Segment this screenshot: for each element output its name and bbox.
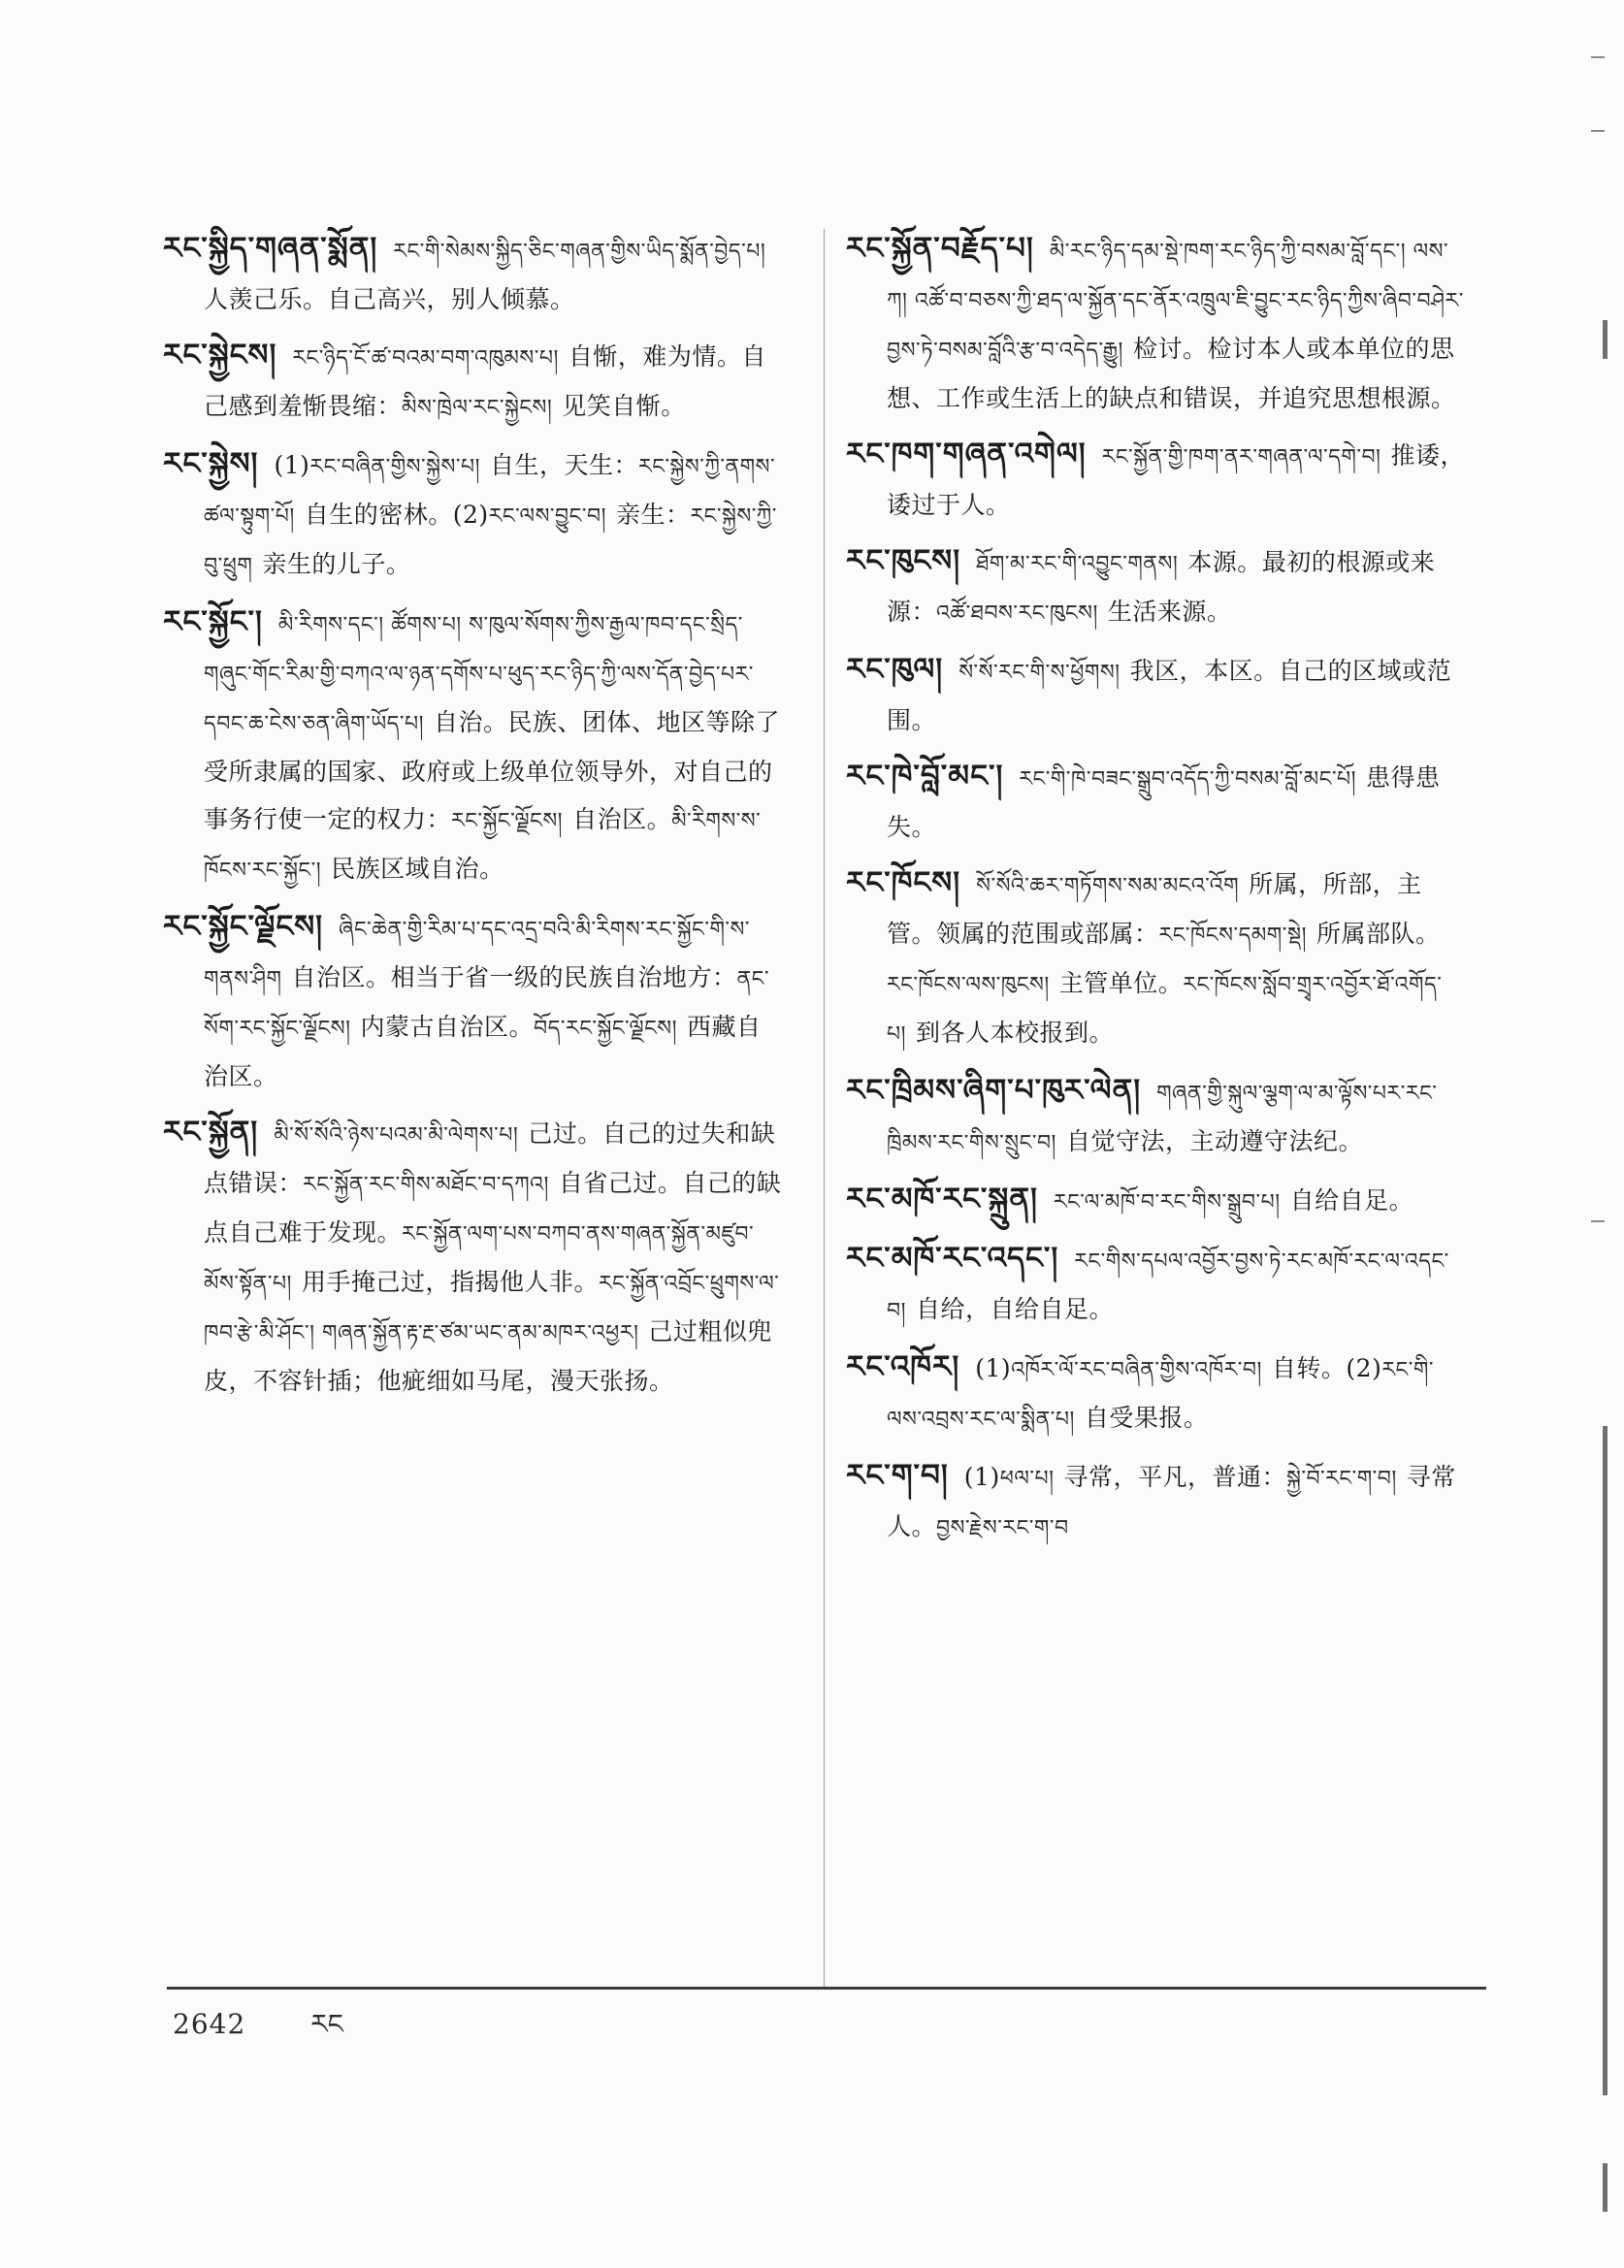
chinese-gloss: 我区，本区。自己的区域或范围。 (887, 657, 1452, 734)
tibetan-text: སྐྱེ་བོ་རང་ག་བ། (1285, 1467, 1397, 1491)
chinese-gloss: 自惭，难为情。自己感到羞惭畏缩： (204, 342, 766, 420)
chinese-gloss: 自治。民族、团体、地区等除了受所隶属的国家、政府或上级单位领导外，对自己的事务行使一定的权力： (204, 708, 781, 833)
tibetan-text: སོ་སོ་རང་གི་ས་ཕྱོགས། (958, 661, 1121, 685)
chinese-gloss: 亲生的儿子。 (262, 550, 411, 578)
tibetan-text: མི་རང་ཉིད་དམ་སྡེ་ཁག་རང་ཉིད་ཀྱི་བསམ་བློ་དང་། ལས་ཀ། འཚོ་བ་བཅས་ཀྱི་ཐད་ལ་སྐྱོན་དང་ནོར་འཁྲུལ་ཇི་བྱུང་རང་ཉིད་ཀྱིས་ཞིབ་བཤེར་བྱས་ཏེ་བསམ་བློའི་རྩ་བ་འདེད་རྒྱུ། (887, 240, 1464, 363)
tibetan-text: ཐོག་མ་རང་གི་འབྱུང་གནས། (976, 552, 1179, 576)
entry-headword: རང་ཁེ་བློ་མང་། (846, 759, 1004, 794)
chinese-gloss: 推诿，诿过于人。 (887, 441, 1465, 519)
chinese-gloss: 己过粗似兜皮，不容针插；他疵细如马尾，漫天张扬。 (204, 1317, 772, 1395)
chinese-gloss: 内蒙古自治区。 (360, 1013, 535, 1041)
tibetan-text: རང་ཁོངས་ལས་ཁུངས། (887, 973, 1050, 997)
chinese-gloss: 自给自足。 (1289, 1186, 1414, 1215)
dictionary-entry (846, 1452, 1467, 1552)
right-column (846, 225, 1467, 1561)
chinese-gloss: 自转。(2) (1271, 1354, 1382, 1382)
chinese-gloss: (1) (963, 1463, 1000, 1491)
chinese-gloss: 己过。自己的过失和缺点错误： (204, 1119, 776, 1197)
entry-headword: རང་ཁག་གཞན་འགེལ། (846, 437, 1087, 471)
chinese-gloss: 自治区。相当于省一级的民族自治地方： (291, 963, 737, 991)
chinese-gloss: 所属，所部，主管。领属的范围或部属： (887, 870, 1422, 948)
tibetan-text: འཚོ་ཐབས་རང་ཁུངས། (936, 601, 1098, 626)
running-head: རང (310, 2008, 343, 2040)
chinese-gloss: 到各人本校报到。 (916, 1019, 1115, 1047)
tibetan-text: རང་ལས་བྱུང་བ། (488, 504, 606, 529)
chinese-gloss: (1) (975, 1354, 1012, 1382)
chinese-gloss: 见笑自惭。 (562, 392, 686, 420)
tibetan-text: རང་ཁོངས་དམག་སྡེ། (1158, 923, 1307, 948)
tibetan-text: བྱས་རྗེས་རང་ག་བ (936, 1516, 1069, 1540)
tibetan-text: རང་སྐྱོན་འབྲོང་ཕྲུགས་ལ་ཁབ་རྩེ་མི་ཤོང་། གཞན་སྐྱོན་རྟ་རྔ་ཙམ་ཡང་ནམ་མཁར་འཕྱར། (204, 1272, 780, 1345)
entry-headword: རང་ཁོངས། (846, 865, 961, 900)
tibetan-text: འཁོར་ལོ་རང་བཞིན་གྱིས་འཁོར་བ། (1011, 1358, 1262, 1382)
tibetan-text: ཕལ་པ། (999, 1467, 1055, 1491)
column-divider (824, 229, 825, 1987)
tibetan-text: རང་སྐྱོན་རང་གིས་མཐོང་བ་དཀའ། (303, 1173, 549, 1197)
chinese-gloss: 西藏自治区。 (204, 1013, 762, 1090)
dictionary-entry (163, 225, 784, 323)
entry-headword: རང་སྐྱེངས། (163, 338, 277, 373)
tibetan-text: རང་གི་ལས་འབྲས་རང་ལ་སྨིན་པ། (887, 1358, 1434, 1432)
scan-edge-mark (1603, 2163, 1608, 2212)
dictionary-entry (163, 599, 784, 894)
entry-headword: རང་ཁུལ། (846, 652, 944, 687)
tibetan-text: བོད་རང་སྐྱོང་ལྗོངས། (534, 1017, 678, 1041)
left-column (163, 225, 784, 1413)
dictionary-entry (846, 225, 1467, 422)
entry-headword: རང་སྐྱོང་ལྗོངས། (163, 909, 324, 944)
scan-tick (1591, 130, 1605, 132)
tibetan-text: མི་རིགས་དང་། ཚོགས་པ། ས་ཁུལ་སོགས་ཀྱིས་རྒྱལ་ཁབ་དང་སྲིད་གཞུང་གོང་རིམ་གྱི་བཀའ་ལ་ཉན་དགོས་པ་ཕུད་རང་ཉིད་ཀྱི་ལས་དོན་བྱེད་པར་དབང་ཆ་ངེས་ཅན་ཞིག་ཡོད་པ། (204, 613, 754, 736)
footer-rule (167, 1987, 1486, 1990)
tibetan-text: རང་གི་ཁེ་བཟང་སྒྲུབ་འདོད་ཀྱི་བསམ་བློ་མང་པོ། (1019, 767, 1357, 792)
dictionary-entry (163, 903, 784, 1100)
scan-edge-mark (1603, 320, 1608, 359)
chinese-gloss: 民族区域自治。 (331, 855, 504, 883)
tibetan-text: རང་སྐྱོན་གྱི་ཁག་ནར་གཞན་ལ་དགེ་བ། (1101, 445, 1381, 470)
entry-headword: རང་མཁོ་རང་སྐྲུན། (846, 1182, 1038, 1216)
chinese-gloss: 主管单位。 (1058, 969, 1184, 997)
tibetan-text: གཞན་གྱི་སྐུལ་ལྕག་ལ་མ་ལྟོས་པར་རང་ཁྲིམས་རང་གིས་སྲུང་བ། (887, 1082, 1438, 1155)
tibetan-text: རང་ལ་མཁོ་བ་རང་གིས་སྒྲུབ་པ། (1053, 1190, 1281, 1215)
chinese-gloss: 自生的密林。(2) (304, 501, 489, 529)
tibetan-text: མི་རིགས་ས་ཁོངས་རང་སྐྱོང་། (204, 809, 762, 883)
entry-headword: རང་འཁོར། (846, 1349, 960, 1384)
dictionary-entry (846, 859, 1467, 1058)
chinese-gloss: 用手掩己过，指揭他人非。 (301, 1268, 599, 1296)
scan-edge-strip (1603, 1426, 1608, 2095)
tibetan-text: ཞིང་ཆེན་གྱི་རིམ་པ་དང་འདྲ་བའི་མི་རིགས་རང་སྐྱོང་གི་ས་གནས་ཤིག (204, 918, 751, 991)
tibetan-text: རང་ཁོངས་སློབ་གྲྭར་འབྱོར་ཐོ་འགོད་པ། (887, 973, 1443, 1047)
chinese-gloss: 检讨。检讨本人或本单位的思想、工作或生活上的缺点和错误，并追究思想根源。 (887, 335, 1456, 412)
chinese-gloss: 自受果报。 (1084, 1404, 1209, 1432)
chinese-gloss: 寻常，平凡，普通： (1063, 1463, 1286, 1491)
chinese-gloss: (1) (274, 451, 310, 479)
tibetan-text: ནང་སོག་རང་སྐྱོང་ལྗོངས། (204, 967, 769, 1041)
dictionary-entry (846, 431, 1467, 529)
entry-headword: རང་སྐྱོང་། (163, 604, 263, 639)
chinese-gloss: 人羡己乐。自己高兴，别人倾慕。 (204, 285, 575, 313)
chinese-gloss: 寻常人。 (887, 1463, 1456, 1540)
page-footer (173, 2000, 343, 2049)
chinese-gloss: 自觉守法，主动遵守法纪。 (1065, 1127, 1363, 1155)
dictionary-entry (846, 1176, 1467, 1226)
chinese-gloss: 生活来源。 (1107, 598, 1232, 626)
entry-headword: རང་ཁུངས། (846, 543, 961, 578)
entry-headword: རང་སྐྱོན་བརྗོད་པ། (846, 231, 1034, 266)
dictionary-entry (163, 440, 784, 590)
dictionary-entry (846, 1067, 1467, 1167)
chinese-gloss: 自省己过。自己的缺点自己难于发现。 (204, 1169, 782, 1247)
tibetan-text: རང་སྐྱེས་ཀྱི་ནགས་ཚལ་སྟུག་པོ། (204, 455, 776, 529)
tibetan-text: རང་གི་སེམས་སྐྱིད་ཅིང་གཞན་གྱིས་ཡིད་སྨོན་བྱེད་པ། (393, 240, 766, 264)
dictionary-entry (163, 1109, 784, 1405)
chinese-gloss: 自生，天生： (489, 451, 638, 479)
entry-headword: རང་སྐྱིད་གཞན་སྨོན། (163, 231, 378, 266)
tibetan-text: རང་སྐྱོང་ལྗོངས། (451, 809, 564, 833)
entry-headword: རང་མཁོ་རང་འདང་། (846, 1241, 1059, 1276)
scan-tick (1591, 1220, 1605, 1222)
chinese-gloss: 自给，自给自足。 (916, 1295, 1115, 1323)
dictionary-entry (846, 646, 1467, 744)
tibetan-text: རང་བཞིན་གྱིས་སྐྱེས་པ། (309, 455, 480, 479)
tibetan-text: རང་ཉིད་ངོ་ཚ་བའམ་བག་འཁུམས་པ། (292, 346, 559, 371)
tibetan-text: རང་སྐྱེས་ཀྱི་བུ་ཕྲུག (204, 504, 777, 578)
page-number: 2642 (173, 2008, 246, 2040)
chinese-gloss: 本源。最初的根源或来源： (887, 548, 1436, 626)
chinese-gloss: 亲生： (615, 501, 691, 529)
chinese-gloss: 自治区。 (572, 805, 672, 833)
dictionary-entry (846, 1344, 1467, 1443)
entry-headword: རང་སྐྱོན། (163, 1115, 259, 1150)
entry-headword: རང་ཁྲིམས་ཞིག་པ་ཁུར་ལེན། (846, 1073, 1142, 1108)
chinese-gloss: 患得患失。 (887, 763, 1441, 841)
entry-headword: རང་ག་བ། (846, 1458, 949, 1493)
dictionary-entry (846, 1235, 1467, 1335)
chinese-gloss: 所属部队。 (1315, 920, 1441, 948)
tibetan-text: རང་སྐྱོན་ལག་པས་བཀབ་ནས་གཞན་སྐྱོན་མཛུབ་མོས་སྟོན་པ། (204, 1222, 755, 1296)
dictionary-entry (846, 537, 1467, 637)
dictionary-entry (163, 332, 784, 432)
dictionary-entry (846, 753, 1467, 851)
tibetan-text: མི་སོ་སོའི་ཉེས་པའམ་མི་ལེགས་པ། (274, 1123, 519, 1148)
tibetan-text: མིས་ཁྲེལ་རང་སྐྱེངས། (402, 396, 553, 420)
tibetan-text: རང་གིས་དཔལ་འབྱོར་བྱས་ཏེ་རང་མཁོ་རང་ལ་འདང་བ། (887, 1249, 1449, 1323)
tibetan-text: སོ་སོའི་ཆར་གཏོགས་སམ་མངའ་འོག (976, 874, 1240, 898)
entry-headword: རང་སྐྱེས། (163, 446, 259, 481)
scan-tick (1591, 56, 1605, 58)
